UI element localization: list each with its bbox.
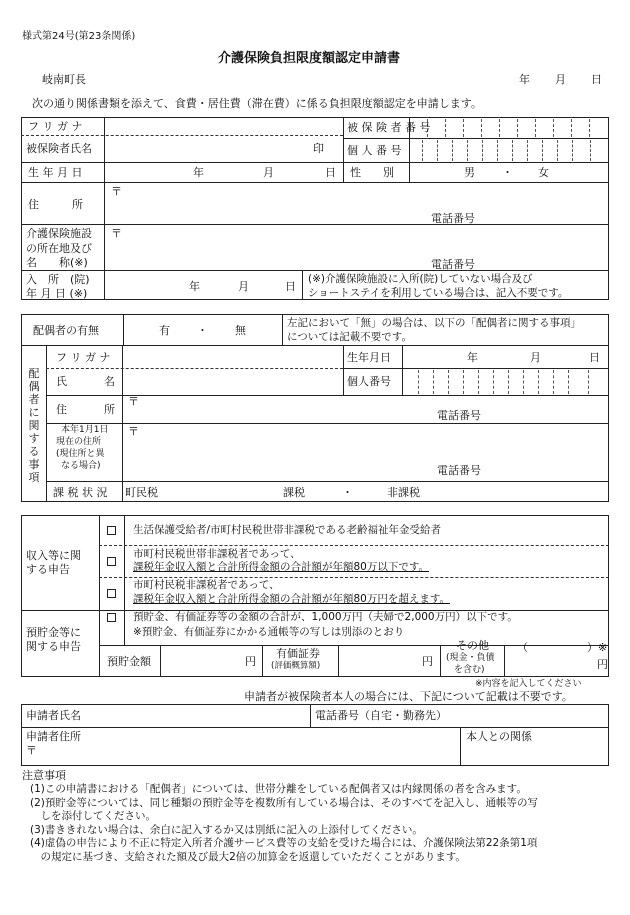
savings-option-line1: 預貯金、有価証券等の金額の合計が、1,000万円（夫婦で2,000万円）以下です。 [133,611,518,623]
applicant-relation-label: 本人との関係 [466,730,532,743]
note-3: (3)書ききれない場合は、余白に記入するか又は別紙に記入の上添付してください。 [30,824,423,836]
income-option3-line2 [133,594,450,605]
admission-month: 月 [238,280,249,293]
jan1-phone-label: 電話番号 [437,464,481,477]
note-1: (1)この申請書における「配偶者」については、世帯分離をしている配偶者又は内縁関係の者を含みます。 [30,783,527,795]
facility-label-line2: の所在地及び [26,242,92,255]
address-phone-label: 電話番号 [431,212,475,225]
note-2-line2: しを添付してください。 [30,810,156,822]
income-option3-condition: 課税年金収入額と合計所得金額の合計額が [133,593,333,605]
address-label: 住 所 [28,198,83,211]
sex-label: 性 別 [350,166,394,179]
securities-sub-label: (評価概算額) [271,661,321,671]
tax-status-label: 課 税 状 況 [53,486,108,499]
income-option1-checkbox[interactable] [107,526,116,535]
sex-male[interactable]: 男 [464,166,475,179]
applicant-postal-mark: 〒 [26,744,37,757]
spouse-name-label-1: 氏 [56,375,67,388]
facility-phone-label: 電話番号 [431,258,475,271]
income-option3-threshold: 年額80万円を超えます。 [332,593,451,605]
other-paren-close: ）※ [587,641,608,654]
date-year-label: 年 [519,73,530,86]
other-sub-line1: (現金・負債 [446,653,495,663]
note-2-line1: (2)預貯金等については、同じ種類の預貯金等を複数所有している場合は、そのすべてを記入し、通帳等の写 [30,797,538,809]
spouse-furigana-label: フ リ ガ ナ [56,351,111,364]
admission-note-line2: ショートステイを利用している場合は、記入不要です。 [308,287,569,299]
insured-number-label: 被 保 険 者 番 号 [347,121,431,134]
jan1-postal-mark: 〒 [128,425,139,438]
income-option1-text: 生活保護受給者/市町村民税世帯非課税である老齢福祉年金受給者 [133,524,442,536]
note-4-line2: の規定に基づき、支給された額及び最大2倍の加算金を返還していただくことがあります。 [30,851,466,863]
personal-number-label: 個 人 番 号 [347,144,402,157]
spouse-presence-separator: ・ [197,324,208,337]
income-option3-checkbox[interactable] [107,589,116,598]
applicant-note: 申請者が被保険者本人の場合には、下記について記載は不要です。 [244,690,573,703]
income-option2-line1: 市町村民税世帯非課税者であって、 [133,548,301,560]
date-month-label: 月 [555,73,566,86]
other-yen: 円 [597,658,608,671]
admission-day: 日 [285,280,296,293]
spouse-dob-month: 月 [530,351,541,364]
dob-month: 月 [263,166,274,179]
spouse-no[interactable]: 無 [235,324,246,337]
jan1-label-line3: (現住所と異 [56,449,105,459]
securities-yen: 円 [422,655,433,668]
spouse-personal-number-label: 個人番号 [347,375,391,388]
income-option3-line1: 市町村民税非課税者であって、 [133,579,280,591]
income-option2-threshold: 年額80万以下です。 [332,561,430,573]
admission-label-line1: 入 所 (院) [26,273,90,286]
tax-separator: ・ [342,486,353,499]
deposit-yen: 円 [245,655,256,668]
spouse-note-line2: については記載不要です。 [287,331,412,343]
spouse-dob-day: 日 [589,351,600,364]
spouse-postal-mark: 〒 [128,395,139,408]
form-number: 様式第24号(第23条関係) [22,31,136,42]
income-option2-checkbox[interactable] [107,557,116,566]
securities-label: 有価証券 [276,647,320,660]
admission-year: 年 [189,280,200,293]
jan1-label-line2: 現在の住所 [56,437,102,447]
spouse-phone-label: 電話番号 [437,409,481,422]
jan1-label-line1: 本年1月1日 [61,425,109,435]
facility-label-line1: 介護保険施設 [26,227,92,240]
other-sub-line2: を含む) [454,665,485,675]
jan1-label-line4: なる場合) [61,461,101,471]
notes-heading: 注意事項 [22,769,66,782]
sex-female[interactable]: 女 [538,166,549,179]
spouse-dob-year: 年 [467,351,478,364]
note-4-line1: (4)虚偽の申告により不正に特定入所者介護サービス費等の支給を受けた場合には、介護保険法第22条第1項 [30,837,538,849]
income-label-line1: 収入等に関 [26,549,81,562]
applicant-name-label: 申請者氏名 [26,709,81,722]
income-option2-condition: 課税年金収入額と合計所得金額の合計額が [133,561,333,573]
spouse-note-line1: 左記において「無」の場合は、以下の「配偶者に関する事項」 [287,317,581,329]
income-option2-line2 [133,562,429,573]
savings-checkbox[interactable] [107,613,116,622]
applicant-address-label: 申請者住所 [26,730,81,743]
spouse-side-label: 配偶者に関する事項 [28,367,40,484]
facility-postal-mark: 〒 [111,227,122,240]
tax-type: 町民税 [125,486,158,499]
tax-non-taxed[interactable]: 非課税 [387,486,420,499]
applicant-phone-label: 電話番号（自宅・勤務先） [315,709,447,722]
spouse-yes[interactable]: 有 [159,324,170,337]
spouse-address-label-2: 所 [104,403,115,416]
savings-option-line2: ※預貯金、有価証券にかかる通帳等の写しは別添のとおり [133,626,405,638]
savings-label-line1: 預貯金等に [26,626,81,639]
date-day-label: 日 [591,73,602,86]
seal-mark: 印 [313,142,324,155]
dob-year: 年 [193,166,204,179]
admission-label-line2: 年 月 日 (※) [26,287,88,300]
furigana-label: フ リ ガ ナ [28,120,83,133]
dob-day: 日 [325,166,336,179]
sex-separator: ・ [502,166,513,179]
other-paren-open: （ [517,641,528,654]
intro-text: 次の通り関係書類を添えて、食費・居住費（滞在費）に係る負担限度額認定を申請します。 [32,97,482,110]
spouse-address-label-1: 住 [56,403,67,416]
other-label: その他 [456,639,489,652]
spouse-presence-label: 配偶者の有無 [33,324,99,337]
dob-label: 生 年 月 日 [28,166,83,179]
savings-fill-note: ※内容を記入してください [475,679,582,689]
admission-note-line1: (※)介護保険施設に入所(院)していない場合及び [308,273,533,285]
addressee: 岐南町長 [42,73,86,86]
deposit-label: 預貯金額 [107,655,151,668]
page-title: 介護保険負担限度額認定申請書 [218,51,401,66]
spouse-name-label-2: 名 [104,375,115,388]
spouse-dob-label: 生年月日 [347,351,391,364]
address-postal-mark: 〒 [111,185,122,198]
income-label-line2: する申告 [26,563,70,576]
insured-name-label: 被保険者氏名 [26,142,92,155]
tax-taxed[interactable]: 課税 [283,486,305,499]
savings-label-line2: 関する申告 [26,640,81,653]
facility-label-line3: 名 称(※) [26,256,88,269]
